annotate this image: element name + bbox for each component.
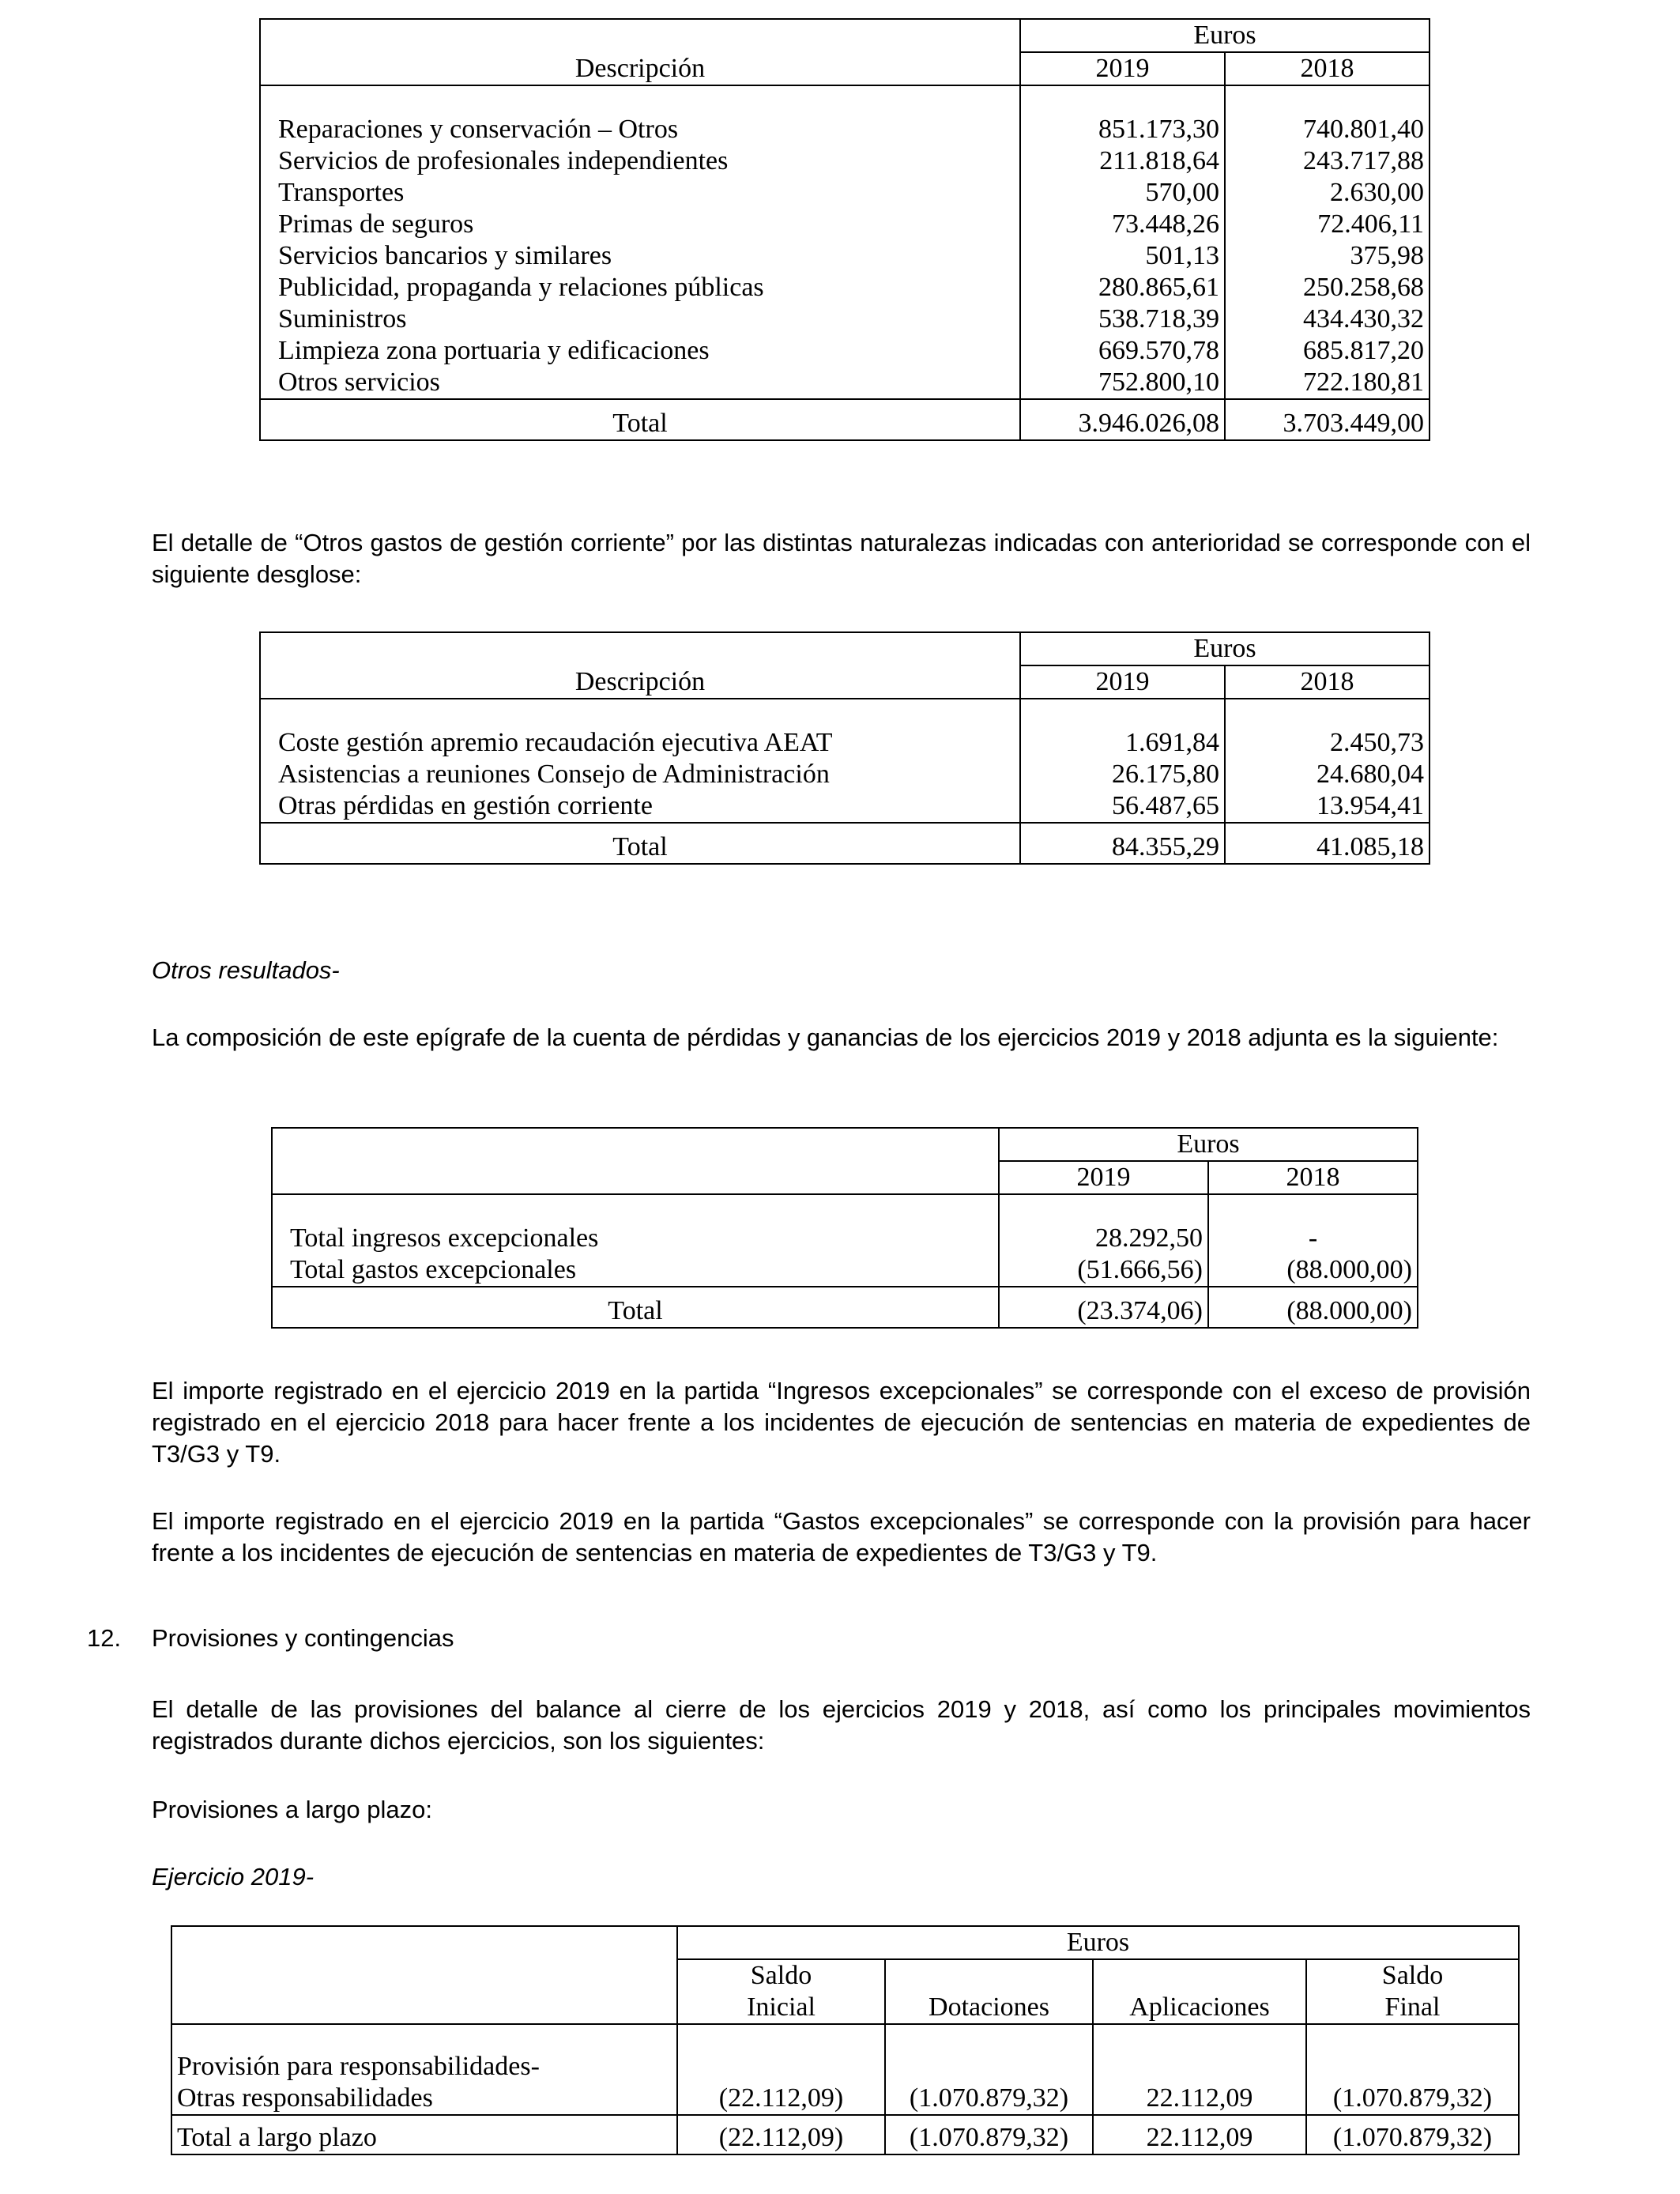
header-saldo-final-line2: Final [1306, 1992, 1519, 2024]
header-year-2019: 2019 [1020, 665, 1225, 699]
header-euros: Euros [1020, 19, 1430, 52]
cell-2018: 2.630,00 [1330, 178, 1425, 207]
table-row [272, 1254, 1418, 1287]
cell-2019: 570,00 [1020, 177, 1225, 209]
table-otros-servicios [259, 18, 1430, 441]
cell-2019: 538.718,39 [1020, 303, 1225, 335]
row-label: Suministros [260, 303, 1020, 335]
table-row [272, 1223, 1418, 1254]
table-row [260, 727, 1430, 759]
row-label: Limpieza zona portuaria y edificaciones [260, 335, 1020, 367]
section-title: Provisiones y contingencias [152, 1624, 454, 1652]
heading-otros-resultados: Otros resultados- [152, 956, 340, 984]
total-row [171, 2115, 1519, 2154]
paragraph-composicion: La composición de este epígrafe de la cuenta de pérdidas y ganancias de los ejercicios 2019 y 2018 adjunta es la siguiente: [152, 1023, 1499, 1051]
cell-2019: 28.292,50 [999, 1223, 1208, 1254]
header-year-2018: 2018 [1208, 1161, 1418, 1194]
total-2018: 41.085,18 [1225, 823, 1430, 864]
total-row [260, 399, 1430, 440]
row-label-otras: Otras responsabilidades [171, 2083, 677, 2115]
table-row [260, 177, 1430, 209]
header-descripcion: Descripción [260, 665, 1020, 699]
row-label: Asistencias a reuniones Consejo de Administración [260, 759, 1020, 790]
table-row [260, 240, 1430, 272]
total-label: Total [260, 399, 1020, 440]
row-label: Total ingresos excepcionales [272, 1223, 999, 1254]
cell-2019: 1.691,84 [1020, 727, 1225, 759]
cell-2018: 375,98 [1350, 241, 1425, 270]
table-row [260, 759, 1430, 790]
cell-2019: 752.800,10 [1020, 367, 1225, 399]
cell-2018: 250.258,68 [1303, 273, 1425, 302]
row-label: Coste gestión apremio recaudación ejecutiva AEAT [260, 727, 1020, 759]
cell-2019: 280.865,61 [1020, 272, 1225, 303]
cell-2019: 501,13 [1020, 240, 1225, 272]
cell-2018: 2.450,73 [1330, 728, 1425, 757]
table-otros-gastos-gestion [259, 631, 1430, 865]
cell-saldo-final: (1.070.879,32) [1332, 2083, 1493, 2113]
table-row [260, 335, 1430, 367]
cell-saldo-inicial: (22.112,09) [677, 2083, 885, 2115]
row-label: Total gastos excepcionales [272, 1254, 999, 1287]
total-row [272, 1287, 1418, 1328]
total-2018: 3.703.449,00 [1225, 399, 1430, 440]
cell-2019: 26.175,80 [1020, 759, 1225, 790]
table-row [171, 2083, 1519, 2115]
header-year-2019: 2019 [1020, 52, 1225, 85]
table-row [260, 209, 1430, 240]
cell-2019: 669.570,78 [1020, 335, 1225, 367]
row-label: Primas de seguros [260, 209, 1020, 240]
header-euros: Euros [677, 1926, 1519, 1959]
total-2019: (23.374,06) [999, 1287, 1208, 1328]
paragraph-ingresos-excepcionales: El importe registrado en el ejercicio 2019 en la partida “Ingresos excepcionales” se corresponde con el exceso de provisión registrado en el ejercicio 2018 para hacer frente a los incidentes de ejecución de sentencias en materia de expedientes de T3/G3 y T9. [152, 1377, 1531, 1468]
row-label: Servicios bancarios y similares [260, 240, 1020, 272]
header-descripcion: Descripción [260, 52, 1020, 85]
header-euros: Euros [1020, 632, 1430, 665]
paragraph-detalle-provisiones: El detalle de las provisiones del balance al cierre de los ejercicios 2019 y 2018, así como los principales movimientos registrados durante dichos ejercicios, son los siguientes: [152, 1695, 1531, 1755]
cell-2019: 851.173,30 [1020, 114, 1225, 145]
cell-2018: - [1308, 1223, 1318, 1253]
cell-2018: 24.680,04 [1317, 760, 1425, 789]
table-row [260, 272, 1430, 303]
row-label: Otras pérdidas en gestión corriente [260, 790, 1020, 823]
header-saldo-inicial-line1: Saldo [677, 1959, 885, 1992]
header-aplicaciones: Aplicaciones [1093, 1992, 1306, 2024]
header-year-2018: 2018 [1225, 52, 1430, 85]
table-row [260, 367, 1430, 399]
total-dotaciones: (1.070.879,32) [885, 2115, 1093, 2154]
paragraph-otros-gastos: El detalle de “Otros gastos de gestión corriente” por las distintas naturalezas indicadas con anterioridad se corresponde con el siguiente desglose: [152, 529, 1531, 588]
cell-2018: 243.717,88 [1303, 146, 1425, 175]
heading-ejercicio-2019: Ejercicio 2019- [152, 1863, 315, 1891]
row-label: Transportes [260, 177, 1020, 209]
header-dotaciones: Dotaciones [885, 1992, 1093, 2024]
cell-2019: (51.666,56) [999, 1254, 1208, 1287]
row-label: Reparaciones y conservación – Otros [260, 114, 1020, 145]
total-label: Total [260, 823, 1020, 864]
subheading-provisiones-largo-plazo: Provisiones a largo plazo: [152, 1796, 432, 1823]
total-2019: 84.355,29 [1020, 823, 1225, 864]
table-otros-resultados [271, 1127, 1418, 1329]
cell-2018: (88.000,00) [1286, 1255, 1413, 1284]
total-label: Total [272, 1287, 999, 1328]
total-row [260, 823, 1430, 864]
total-aplicaciones: 22.112,09 [1093, 2115, 1306, 2154]
cell-2018: 434.430,32 [1303, 304, 1425, 334]
cell-2018: 722.180,81 [1303, 368, 1425, 397]
total-label: Total a largo plazo [171, 2115, 677, 2154]
cell-aplicaciones: 22.112,09 [1093, 2083, 1306, 2115]
cell-2019: 73.448,26 [1020, 209, 1225, 240]
table-row [260, 114, 1430, 145]
cell-2018: 685.817,20 [1303, 336, 1425, 365]
header-saldo-inicial-line2: Inicial [677, 1992, 885, 2024]
paragraph-gastos-excepcionales: El importe registrado en el ejercicio 2019 en la partida “Gastos excepcionales” se corresponde con la provisión para hacer frente a los incidentes de ejecución de sentencias en materia de expedientes de T3/G3 y T9. [152, 1507, 1531, 1566]
row-label: Publicidad, propaganda y relaciones públicas [260, 272, 1020, 303]
cell-2019: 211.818,64 [1020, 145, 1225, 177]
total-saldo-inicial: (22.112,09) [677, 2115, 885, 2154]
row-label: Otros servicios [260, 367, 1020, 399]
cell-2019: 56.487,65 [1020, 790, 1225, 823]
table-row [260, 303, 1430, 335]
cell-2018: 13.954,41 [1317, 791, 1425, 820]
cell-dotaciones: (1.070.879,32) [885, 2083, 1093, 2115]
total-saldo-final: (1.070.879,32) [1306, 2115, 1519, 2154]
row-label-provision: Provisión para responsabilidades- [171, 2051, 677, 2083]
header-euros: Euros [999, 1128, 1418, 1161]
section-number: 12. [87, 1624, 122, 1652]
header-year-2019: 2019 [999, 1161, 1208, 1194]
header-year-2018: 2018 [1225, 665, 1430, 699]
cell-2018: 72.406,11 [1317, 209, 1425, 239]
table-row [260, 145, 1430, 177]
cell-2018: 740.801,40 [1303, 115, 1425, 144]
header-saldo-final-line1: Saldo [1381, 1961, 1444, 1990]
row-label: Servicios de profesionales independientes [260, 145, 1020, 177]
total-2019: 3.946.026,08 [1020, 399, 1225, 440]
table-row [260, 790, 1430, 823]
table-provisiones-largo-plazo [171, 1925, 1520, 2155]
total-2018: (88.000,00) [1208, 1287, 1418, 1328]
